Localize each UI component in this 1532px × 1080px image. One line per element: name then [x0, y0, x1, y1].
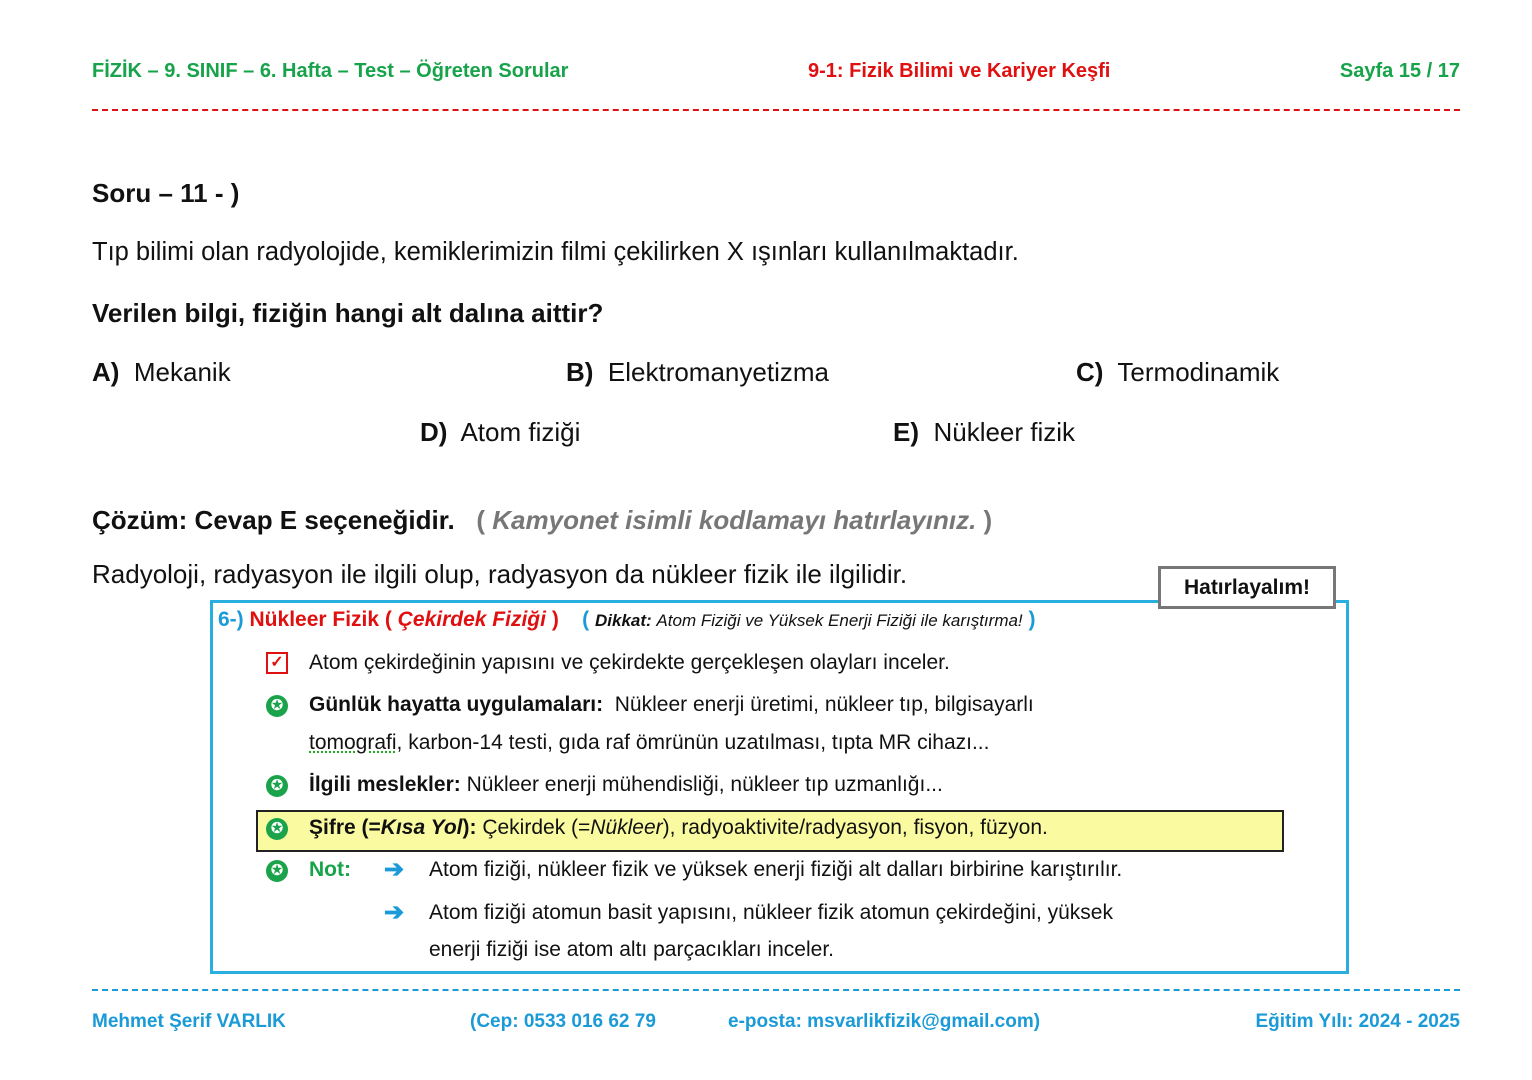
question-prompt: Verilen bilgi, fiziğin hangi alt dalına aittir?	[92, 298, 604, 328]
option-text: Elektromanyetizma	[607, 357, 829, 387]
note-label: Not:	[309, 858, 351, 881]
reminder-item-cipher: Şifre (=Kısa Yol): Çekirdek (=Nükleer), radyoaktivite/radyasyon, fisyon, füzyon.	[309, 816, 1048, 839]
reminder-item: Atom çekirdeğinin yapısını ve çekirdekte gerçekleşen olayları inceler.	[309, 651, 950, 674]
solution-label: Çözüm: Cevap E seçeneğidir.	[92, 505, 455, 535]
option-d	[420, 417, 580, 448]
footer-author: Mehmet Şerif VARLIK	[92, 1011, 286, 1032]
reminder-tag: Hatırlayalım!	[1158, 566, 1336, 609]
option-e	[893, 417, 1075, 448]
option-text: Nükleer fizik	[933, 417, 1076, 447]
header-left: FİZİK – 9. SINIF – 6. Hafta – Test – Öğreten Sorular	[92, 60, 569, 82]
header-page: Sayfa 15 / 17	[1339, 60, 1460, 82]
option-letter: A)	[92, 357, 120, 387]
option-b	[566, 357, 829, 388]
option-letter: C)	[1076, 357, 1104, 387]
footer-phone: (Cep: 0533 016 62 79	[470, 1011, 656, 1032]
star-icon: ✪	[266, 695, 288, 717]
question-text: Tıp bilimi olan radyolojide, kemiklerimizin filmi çekilirken X ışınları kullanılmaktadır.	[92, 238, 1019, 266]
footer-email: e-posta: msvarlikfizik@gmail.com)	[728, 1011, 1041, 1032]
option-a	[92, 357, 231, 388]
arrow-right-icon: ➔	[384, 856, 405, 883]
checkbox-icon: ✓	[266, 652, 288, 674]
reminder-item-cont: tomografi, karbon-14 testi, gıda raf ömrünün uzatılması, tıpta MR cihazı...	[309, 731, 990, 754]
star-icon: ✪	[266, 775, 288, 797]
option-c	[1076, 357, 1279, 388]
question-title: Soru – 11 - )	[92, 178, 240, 208]
solution-line	[92, 505, 992, 536]
reminder-warning: ( Dikkat: Atom Fiziği ve Yüksek Enerji Fiziği ile karıştırma! )	[582, 608, 1036, 631]
note-item: Atom fiziği, nükleer fizik ve yüksek enerji fiziği alt dalları birbirine karıştırılır.	[429, 858, 1123, 881]
option-text: Mekanik	[133, 357, 231, 387]
reminder-title: 6-) Nükleer Fizik ( Çekirdek Fiziği ) ( Dikkat: Atom Fiziği ve Yüksek Enerji Fiziği ile karıştırma! )	[218, 608, 1036, 631]
footer-year: Eğitim Yılı: 2024 - 2025	[1255, 1011, 1460, 1032]
header-divider	[92, 109, 1460, 111]
note-item-cont: enerji fiziği ise atom altı parçacıkları inceler.	[429, 938, 834, 961]
footer-divider	[92, 989, 1460, 991]
solution-hint: ( Kamyonet isimli kodlamayı hatırlayınız. )	[476, 505, 993, 535]
option-letter: E)	[893, 417, 919, 447]
star-icon: ✪	[266, 860, 288, 882]
star-icon: ✪	[266, 818, 288, 840]
option-letter: D)	[420, 417, 448, 447]
option-text: Atom fiziği	[460, 417, 581, 447]
note-item: Atom fiziği atomun basit yapısını, nükleer fizik atomun çekirdeğini, yüksek	[429, 901, 1113, 924]
option-letter: B)	[566, 357, 594, 387]
arrow-right-icon: ➔	[384, 899, 405, 926]
option-text: Termodinamik	[1117, 357, 1280, 387]
header-center: 9-1: Fizik Bilimi ve Kariyer Keşfi	[808, 60, 1111, 82]
reminder-item: İlgili meslekler: Nükleer enerji mühendisliği, nükleer tıp uzmanlığı...	[309, 773, 943, 796]
reminder-item: Günlük hayatta uygulamaları: Nükleer enerji üretimi, nükleer tıp, bilgisayarlı	[309, 693, 1034, 716]
solution-text: Radyoloji, radyasyon ile ilgili olup, radyasyon da nükleer fizik ile ilgilidir.	[92, 559, 908, 589]
